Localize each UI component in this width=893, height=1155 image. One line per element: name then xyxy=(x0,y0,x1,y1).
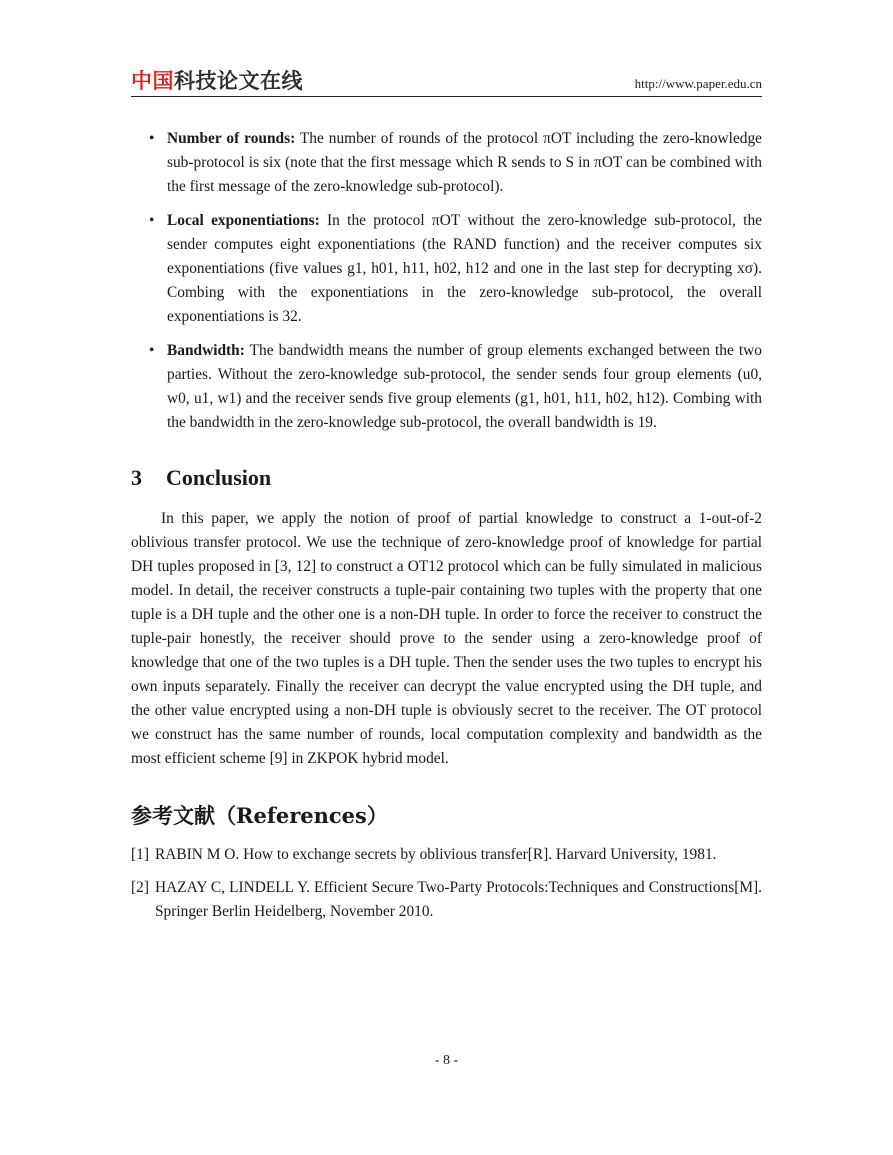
reference-text: RABIN M O. How to exchange secrets by oblivious transfer[R]. Harvard University, 1981. xyxy=(155,846,717,863)
page-number: - 8 - xyxy=(434,1053,459,1068)
site-logo xyxy=(131,68,303,94)
references-heading: 参考文献（References） xyxy=(131,803,388,828)
page-body xyxy=(131,127,762,933)
bullet-text: In the protocol πOT without the zero-knowledge sub-protocol, the sender computes eight exponentiations (the RAND function) and the receiver computes six exponentiations (five values g1, h01, h11, h02, h12 and one in the last step for decrypting xσ). Combing with the exponentiations in the zero-knowledge sub-protocol, the overall exponentiations is 32. xyxy=(167,212,762,325)
header-url: http://www.paper.edu.cn xyxy=(634,76,762,91)
bullet-title: Number of rounds: xyxy=(167,130,296,147)
reference-number: [2] xyxy=(131,879,149,896)
list-item xyxy=(131,127,762,199)
logo-dark-text: 科技论文在线 xyxy=(174,69,303,93)
bullet-title: Local exponentiations: xyxy=(167,212,320,229)
bullet-icon: • xyxy=(149,212,155,229)
section-heading xyxy=(131,463,762,493)
performance-list xyxy=(131,127,762,435)
list-item xyxy=(131,339,762,435)
reference-item xyxy=(131,843,762,867)
bullet-text: The bandwidth means the number of group elements exchanged between the two parties. Without the zero-knowledge sub-protocol, the sender sends four group elements (u0, w0, u1, w1) and the receiver sends five group elements (g1, h01, h11, h02, h12). Combing with the bandwidth in the zero-knowledge sub-protocol, the overall bandwidth is 19. xyxy=(167,342,762,431)
bullet-text: The number of rounds of the protocol πOT including the zero-knowledge sub-protocol is six (note that the first message which R sends to S in πOT can be combined with the first message of the zero-knowledge sub-protocol). xyxy=(167,130,762,195)
page-header xyxy=(131,68,762,97)
logo-red-text: 中国 xyxy=(131,69,174,93)
bullet-icon: • xyxy=(149,342,155,359)
reference-text: HAZAY C, LINDELL Y. Efficient Secure Two-Party Protocols:Techniques and Constructions[M]. Springer Berlin Heidelberg, November 2010. xyxy=(155,879,762,920)
section-title: Conclusion xyxy=(166,465,272,490)
bullet-title: Bandwidth: xyxy=(167,342,245,359)
conclusion-paragraph: In this paper, we apply the notion of proof of partial knowledge to construct a 1-out-of-2 oblivious transfer protocol. We use the technique of zero-knowledge proof of knowledge for partial DH tuples proposed in [3, 12] to construct a OT12 protocol which can be fully simulated in malicious model. In detail, the receiver constructs a tuple-pair containing two tuples with the property that one tuple is a DH tuple and the other one is a non-DH tuple. In order to force the receiver to construct the tuple-pair honestly, the receiver should prove to the sender using a zero-knowledge proof of knowledge that one of the two tuples is a DH tuple. Then the sender uses the two tuples to encrypt his own inputs separately. Finally the receiver can decrypt the value encrypted using the DH tuple, and the other value encrypted using a non-DH tuple is obviously secret to the receiver. The OT protocol we construct has the same number of rounds, local computation complexity and bandwidth as the most efficient scheme [9] in ZKPOK hybrid model. xyxy=(131,510,762,767)
section-number: 3 xyxy=(131,465,142,490)
list-item xyxy=(131,209,762,329)
reference-item xyxy=(131,876,762,924)
bullet-icon: • xyxy=(149,130,155,147)
reference-number: [1] xyxy=(131,846,149,863)
